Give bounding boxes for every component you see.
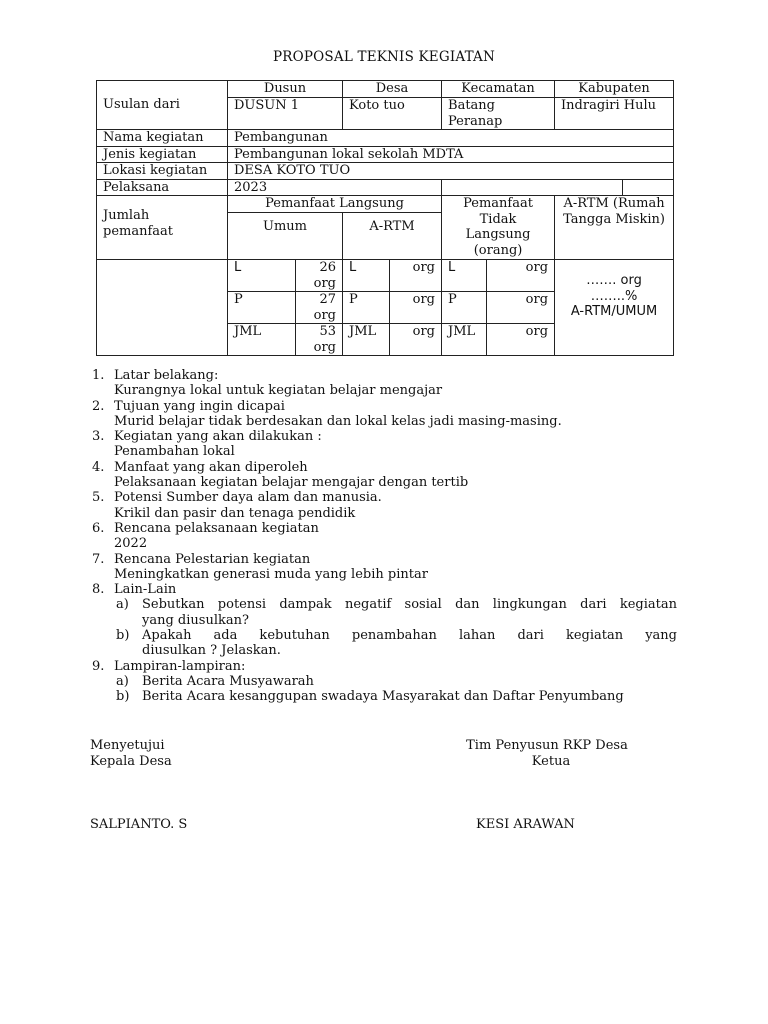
artm-p-label: P xyxy=(343,292,390,324)
list-item: 7. Rencana Pelestarian kegiatan Meningkatkan generasi muda yang lebih pintar xyxy=(92,551,428,582)
right-signature-heading: Tim Penyusun RKP Desa Ketua xyxy=(466,738,628,769)
lokasi-kegiatan-value: DESA KOTO TUO xyxy=(228,163,674,180)
artm-percentage xyxy=(555,260,674,356)
jenis-kegiatan-value: Pembangunan lokal sekolah MDTA xyxy=(228,146,674,163)
umum-l-value: 26 org xyxy=(296,260,343,292)
pemanfaat-tidak-langsung-header: Pemanfaat Tidak Langsung (orang) xyxy=(442,196,555,260)
artm-l-label: L xyxy=(343,260,390,292)
list-item: 6. Rencana pelaksanaan kegiatan 2022 xyxy=(92,520,319,552)
list-item-lain-lain: 8. Lain-Lain a) Sebutkan potensi dampak negatif sosial dan lingkungan dari kegiatan yang diusulkan? b) Apakah ada kebutuhan penambahan lahan dari kegiatan yang diusulkan ? Jelaskan. xyxy=(92,582,677,659)
pelaksana-empty-2 xyxy=(623,179,674,196)
pelaksana-value: 2023 xyxy=(228,179,442,196)
artm-jml-value: org xyxy=(390,324,442,356)
list-item: 4. Manfaat yang akan diperoleh Pelaksanaan kegiatan belajar mengajar dengan tertib xyxy=(92,459,469,491)
header-kabupaten: Kabupaten xyxy=(555,81,674,98)
list-item-lampiran: 9. Lampiran-lampiran: a) Berita Acara Musyawarah b) Berita Acara kesanggupan swadaya Masyarakat dan Daftar Penyumbang xyxy=(92,659,677,705)
list-item: 3. Kegiatan yang akan dilakukan : Penambahan lokal xyxy=(92,429,322,460)
document-title: PROPOSAL TEKNIS KEGIATAN xyxy=(272,49,496,65)
tidak-langsung-p-label: P xyxy=(442,292,487,324)
nama-kegiatan-value: Pembangunan xyxy=(228,130,674,147)
artm-p-value: org xyxy=(390,292,442,324)
proposal-list xyxy=(92,368,677,705)
jenis-kegiatan-label: Jenis kegiatan xyxy=(97,146,228,163)
value-dusun: DUSUN 1 xyxy=(228,98,343,130)
umum-p-value: 27 org xyxy=(296,292,343,324)
sub-item-b: b) Apakah ada kebutuhan penambahan lahan dari kegiatan yang diusulkan ? Jelaskan. xyxy=(116,628,677,659)
jumlah-pemanfaat-label: Jumlah pemanfaat xyxy=(97,196,228,260)
artm-miskin-header: A-RTM (Rumah Tangga Miskin) xyxy=(555,196,674,260)
list-item: 5. Potensi Sumber daya alam dan manusia. Krikil dan pasir dan tenaga pendidik xyxy=(92,490,382,521)
proposal-table xyxy=(96,80,674,356)
sub-item-a: a) Sebutkan potensi dampak negatif sosial dan lingkungan dari kegiatan yang diusulkan? xyxy=(116,597,677,628)
value-kecamatan: Batang Peranap xyxy=(442,98,555,130)
tidak-langsung-l-label: L xyxy=(442,260,487,292)
header-dusun: Dusun xyxy=(228,81,343,98)
artm-percentage-line1: ……. org ……..% xyxy=(586,273,642,304)
header-kecamatan: Kecamatan xyxy=(442,81,555,98)
header-desa: Desa xyxy=(343,81,442,98)
artm-percentage-line2: A-RTM/UMUM xyxy=(570,304,658,320)
lokasi-kegiatan-label: Lokasi kegiatan xyxy=(97,163,228,180)
umum-jml-value: 53 org xyxy=(296,324,343,356)
umum-p-label: P xyxy=(228,292,296,324)
artm-header: A-RTM xyxy=(343,213,442,260)
pemanfaat-langsung-header: Pemanfaat Langsung xyxy=(228,196,442,213)
left-signature-heading: Menyetujui Kepala Desa xyxy=(90,738,172,769)
artm-jml-label: JML xyxy=(343,324,390,356)
sub-item-b: b) Berita Acara kesanggupan swadaya Masyarakat dan Daftar Penyumbang xyxy=(116,689,624,705)
value-desa: Koto tuo xyxy=(343,98,442,130)
list-item: 1. Latar belakang: Kurangnya lokal untuk kegiatan belajar mengajar xyxy=(92,368,443,399)
tidak-langsung-jml-label: JML xyxy=(442,324,487,356)
tidak-langsung-l-value: org xyxy=(487,260,555,292)
nama-kegiatan-label: Nama kegiatan xyxy=(97,130,228,147)
usulan-label: Usulan dari xyxy=(97,81,228,130)
value-kabupaten: Indragiri Hulu xyxy=(555,98,674,130)
umum-header: Umum xyxy=(228,213,343,260)
jumlah-empty-cell xyxy=(97,260,228,356)
pelaksana-label: Pelaksana xyxy=(97,179,228,196)
tidak-langsung-p-value: org xyxy=(487,292,555,324)
pelaksana-empty-1 xyxy=(442,179,623,196)
umum-l-label: L xyxy=(228,260,296,292)
umum-jml-label: JML xyxy=(228,324,296,356)
left-signature-name: SALPIANTO. S xyxy=(90,817,188,832)
list-item: 2. Tujuan yang ingin dicapai Murid belajar tidak berdesakan dan lokal kelas jadi masing-masing. xyxy=(92,398,562,429)
tidak-langsung-jml-value: org xyxy=(487,324,555,356)
right-signature-name: KESI ARAWAN xyxy=(476,817,575,832)
sub-item-a: a) Berita Acara Musyawarah xyxy=(116,673,314,689)
artm-l-value: org xyxy=(390,260,442,292)
